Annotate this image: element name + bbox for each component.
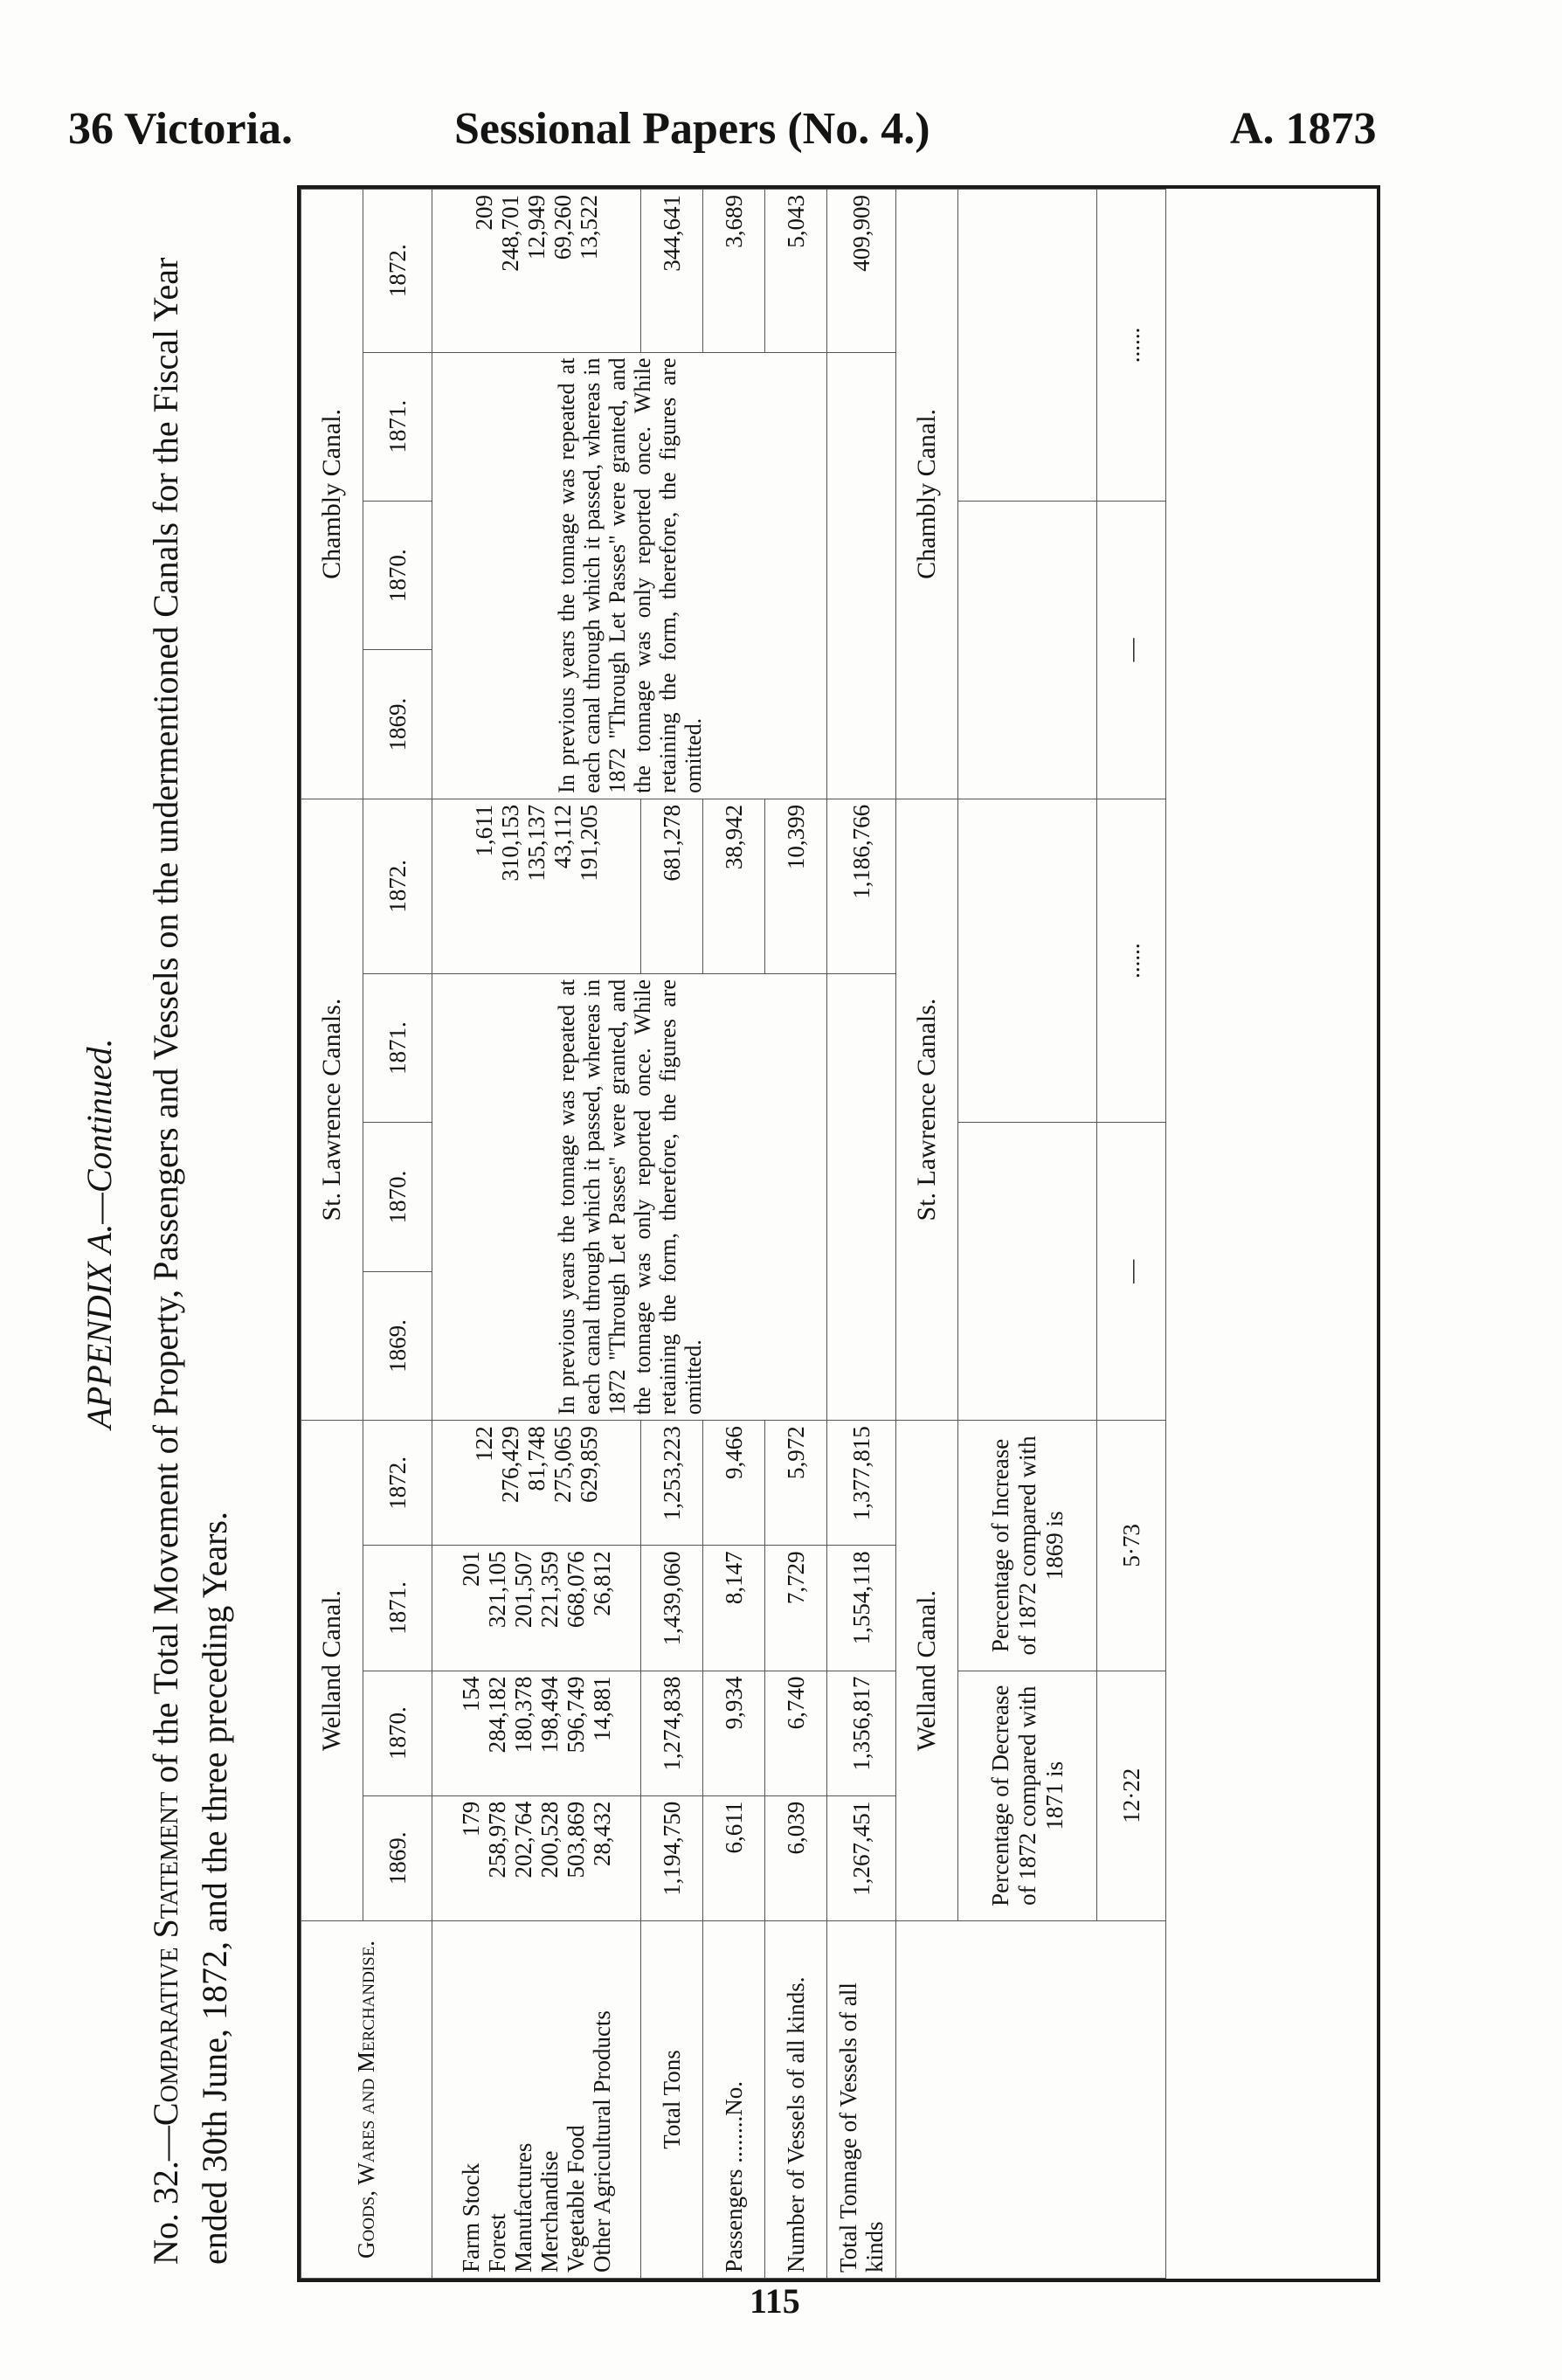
chambly-pct-blank [958,190,1097,502]
percent-blank [896,1920,1166,2278]
welland-decrease-label: Percentage of Decrease of 1872 compared with 1871 is [958,1671,1097,1920]
group-welland: Welland Canal. [301,1421,363,1921]
main-table [301,189,1166,2279]
st-lawrence-pct-blank [958,1123,1097,1421]
st-lawrence-passengers: 38,942 [703,799,765,973]
group-chambly-2: Chambly Canal. [896,190,958,799]
total-tons: 1,253,223 [641,1421,703,1546]
chambly-vessels: 5,043 [765,190,827,353]
rotated-statement [79,168,1389,2300]
statement-number: No. 32.— [146,2126,185,2265]
goods-label: Forest [484,2213,510,2273]
welland-1870-goods: 154 284,182 180,378 198,494 596,749 14,881 [432,1671,641,1795]
goods-label: Merchandise [536,2150,563,2273]
st-lawrence-dash: — [1097,1123,1166,1421]
year-header: 1871. [363,1546,432,1671]
total-tons: 1,439,060 [641,1546,703,1671]
chambly-total-tons: 344,641 [641,190,703,353]
vessels-label: Number of Vessels of all kinds. [765,1920,827,2278]
chambly-tonnage-blank [827,352,896,799]
goods-label: Manufactures [510,2142,536,2273]
passengers: 9,934 [703,1671,765,1795]
st-lawrence-dots: ...... [1097,799,1166,1122]
statement-title [142,185,239,2265]
st-lawrence-vessels: 10,399 [765,799,827,973]
year-header: 1870. [363,1123,432,1271]
chambly-pct-blank [958,501,1097,799]
year-header: 1872. [363,190,432,353]
year-header: 1871. [363,352,432,501]
welland-increase-label: Percentage of Increase of 1872 compared with 1869 is [958,1421,1097,1671]
year-header: 1870. [363,501,432,649]
year-header: 1869. [363,1795,432,1920]
vessels: 6,740 [765,1671,827,1795]
st-lawrence-pct-blank [958,799,1097,1122]
passengers: 9,466 [703,1421,765,1546]
statement-table [297,185,1380,2282]
header-left: 36 Victoria. [68,104,294,154]
passengers: 8,147 [703,1546,765,1671]
year-header: 1871. [363,973,432,1122]
vessels: 5,972 [765,1421,827,1546]
chambly-tonnage: 409,909 [827,190,896,353]
goods-label: Vegetable Food [563,2125,589,2273]
group-welland-2: Welland Canal. [896,1421,958,1921]
st-lawrence-tonnage: 1,186,766 [827,799,896,973]
vessels: 7,729 [765,1546,827,1671]
welland-increase-value: 5·73 [1097,1421,1166,1671]
tonnage-label: Total Tonnage of Vessels of all kinds [827,1920,896,2278]
total-tons-label: Total Tons [641,1920,703,2278]
tonnage: 1,267,451 [827,1795,896,1920]
statement-caps: Comparative Statement [146,1791,185,2127]
vessels: 6,039 [765,1795,827,1920]
goods-label: Other Agricultural Products [589,2010,615,2273]
statement-text: of the Total Movement of Property, Passengers and Vessels on the undermentioned Canals for the Fiscal Year ended 30th June, 1872, and the three preceding Years. [146,257,234,2265]
group-chambly: Chambly Canal. [301,190,363,799]
st-lawrence-total-tons: 681,278 [641,799,703,973]
year-header: 1870. [363,1671,432,1795]
chambly-note: In previous years the tonnage was repeated at each canal through which it passed, whereas in 1872 "Through Let Passes" were granted, and the tonnage was only reported once. While retaining the form, therefore, the figures are omitted. [432,352,827,799]
tonnage: 1,377,815 [827,1421,896,1546]
year-header: 1869. [363,650,432,799]
welland-decrease-value: 12·22 [1097,1671,1166,1920]
total-tons: 1,274,838 [641,1671,703,1795]
row-header-goods: Goods, Wares and Merchandise. [301,1920,432,2278]
st-lawrence-1872-goods: 1,611 310,153 135,137 43,112 191,205 [432,799,641,973]
goods-labels-cell [432,1920,641,2278]
year-header: 1872. [363,1421,432,1546]
welland-1872-goods: 122 276,429 81,748 275,065 629,859 [432,1421,641,1546]
total-tons: 1,194,750 [641,1795,703,1920]
header-right: A. 1873 [1230,104,1377,154]
group-st-lawrence: St. Lawrence Canals. [301,799,363,1420]
goods-label: Farm Stock [458,2162,484,2273]
welland-1869-goods: 179 258,978 202,764 200,528 503,869 28,432 [432,1795,641,1920]
header-center: Sessional Papers (No. 4.) [454,104,930,154]
st-lawrence-note: In previous years the tonnage was repeated at each canal through which it passed, whereas in 1872 "Through Let Passes" were granted, and the tonnage was only reported once. While retaining the form, therefore, the figures are omitted. [432,973,827,1420]
st-lawrence-tonnage-blank [827,973,896,1420]
year-header: 1869. [363,1271,432,1420]
tonnage: 1,356,817 [827,1671,896,1795]
chambly-passengers: 3,689 [703,190,765,353]
passengers-label: Passengers ........No. [703,1920,765,2278]
page-number: 115 [750,2281,800,2321]
passengers: 6,611 [703,1795,765,1920]
group-st-lawrence-2: St. Lawrence Canals. [896,799,958,1420]
appendix-title: APPENDIX A.—Continued. [79,1038,119,1429]
year-header: 1872. [363,799,432,973]
welland-1871-goods: 201 321,105 201,507 221,359 668,076 26,812 [432,1546,641,1671]
tonnage: 1,554,118 [827,1546,896,1671]
chambly-1872-goods: 209 248,701 12,949 69,260 13,522 [432,190,641,353]
chambly-dash: — [1097,501,1166,799]
chambly-dots: ...... [1097,190,1166,502]
